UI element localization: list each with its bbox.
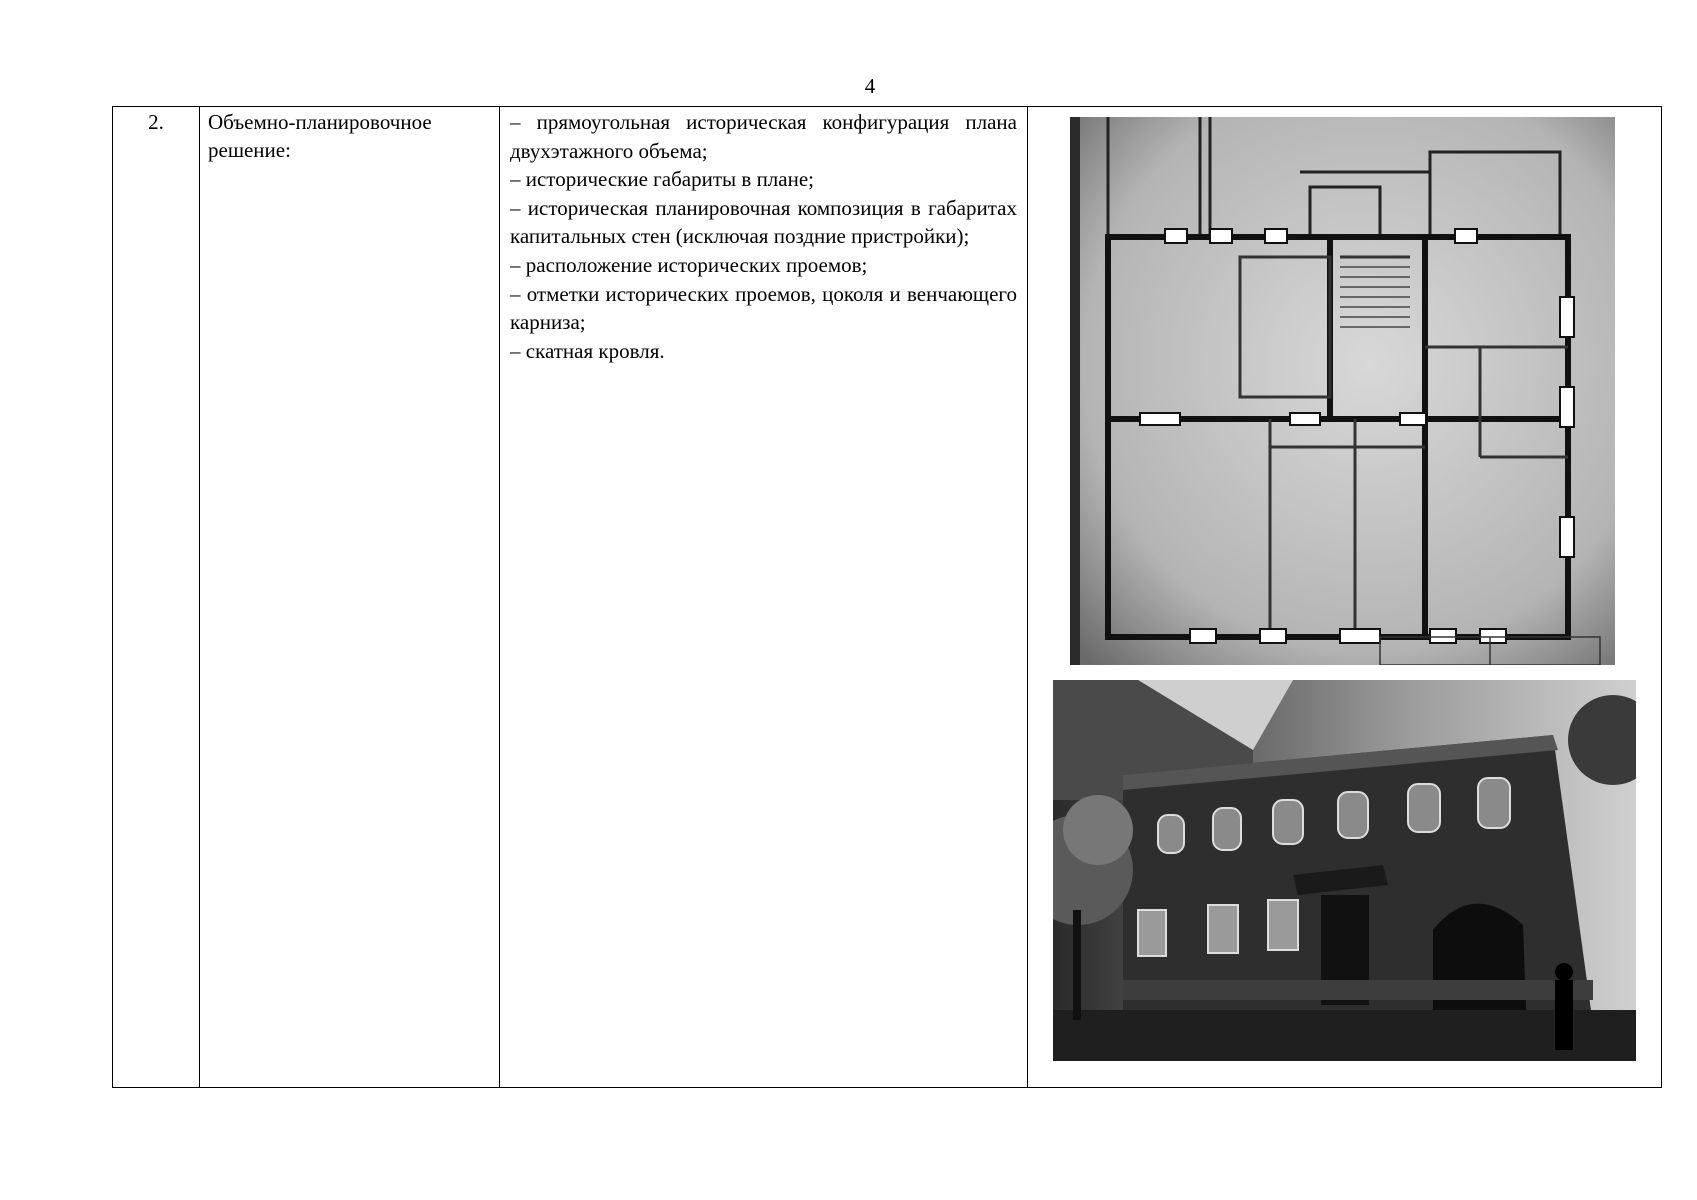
building-facade-photo-icon: [1053, 680, 1636, 1061]
list-item: – историческая планировочная композиция в габаритах капитальных стен (исключая поздние пристройки);: [510, 195, 1017, 249]
document-table: [112, 106, 1662, 1088]
floor-plan-image: [1070, 117, 1615, 665]
row-number: 2.: [148, 110, 164, 134]
list-item: – расположение исторических проемов;: [510, 252, 868, 277]
column-divider: [199, 107, 200, 1087]
list-item: – отметки исторических проемов, цоколя и венчающего карниза;: [510, 281, 1017, 335]
list-item: – скатная кровля.: [510, 338, 665, 363]
column-divider: [499, 107, 500, 1087]
column-divider: [1027, 107, 1028, 1087]
facade-photo: [1053, 680, 1636, 1061]
list-item: – прямоугольная историческая конфигурация плана двухэтажного объема;: [510, 110, 1017, 163]
page-number: 4: [864, 74, 876, 98]
floor-plan-drawing-icon: [1070, 117, 1615, 665]
row-title: Объемно-планировочное решение:: [208, 110, 432, 162]
list-item: – исторические габариты в плане;: [510, 167, 814, 192]
description-list: [510, 107, 1017, 365]
